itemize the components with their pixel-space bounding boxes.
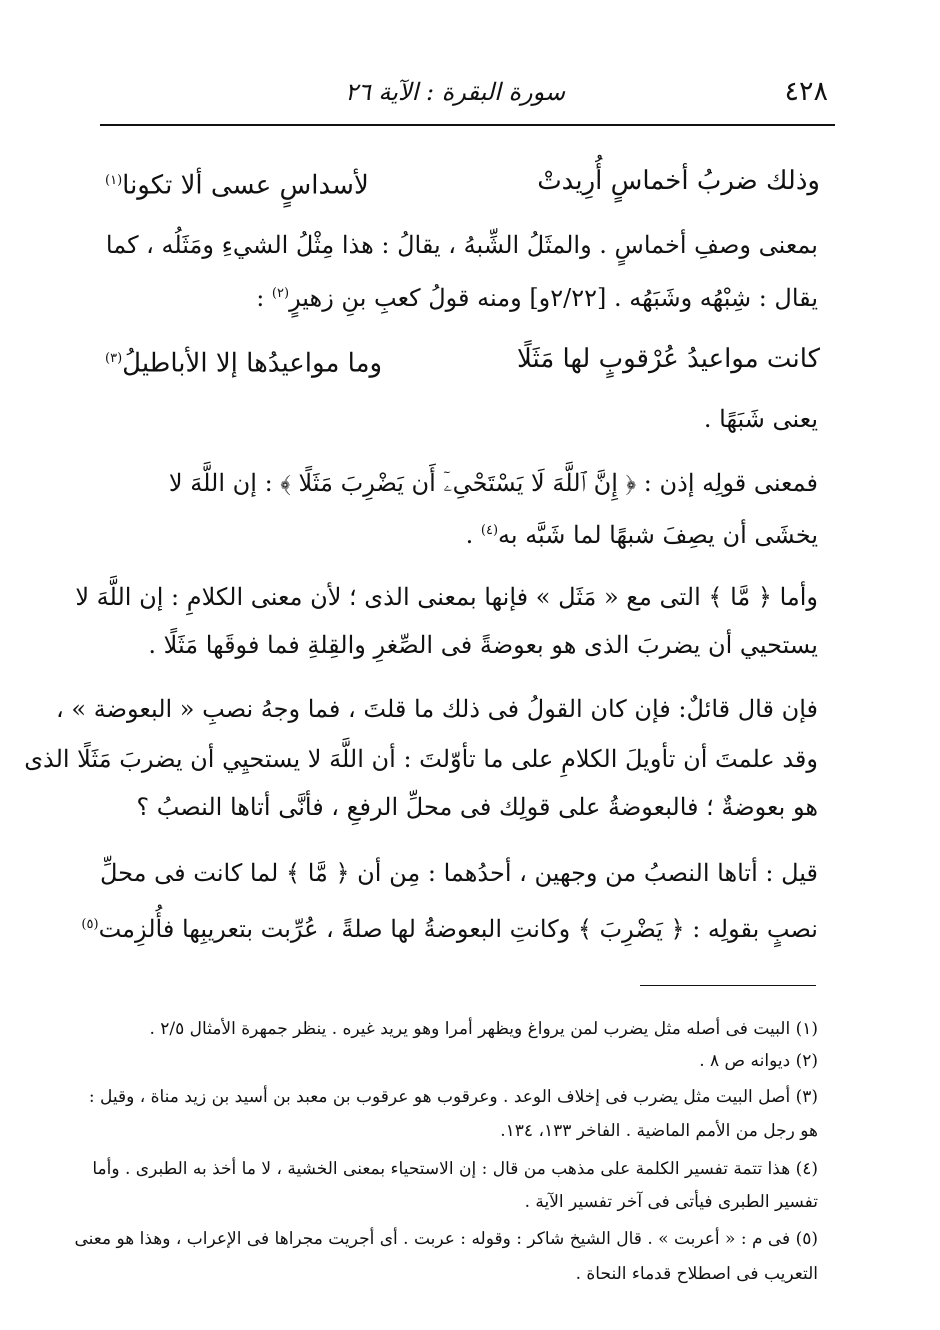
paragraph5-line3: هو بعوضةٌ ؛ فالبعوضةُ على قولِك فى محلِّ الرفعِ ، فأنَّى أتاها النصبُ ؟ xyxy=(136,793,818,821)
footnote-marker-4: (٤) xyxy=(480,523,499,538)
paragraph4-line1: وأما ﴿ مَّا ﴾ التى مع « مَثَل » فإنها بمعنى الذى ؛ لأن معنى الكلامِ : إن اللَّهَ لا xyxy=(75,583,818,611)
footnote-1: (١) البيت فى أصله مثل يضرب لمن يرواغ ويظهر أمرا وهو يريد غيره . ينظر جمهرة الأمثال ٢/٥ . xyxy=(149,1019,818,1039)
paragraph5-line1: فإن قال قائلٌ: فإن كان القولُ فى ذلك ما قلتَ ، فما وجهُ نصبِ « البعوضة » ، xyxy=(56,695,818,723)
page-number: ٤٢٨ xyxy=(784,76,828,107)
paragraph1-line2 xyxy=(256,273,818,319)
footnote-4-line2: تفسير الطبرى فيأتى فى آخر تفسير الآية . xyxy=(524,1192,818,1212)
footnote-marker-1: (١) xyxy=(105,173,123,188)
header-rule xyxy=(100,124,835,126)
footnote-marker-5: (٥) xyxy=(81,917,99,932)
paragraph1-line1: بمعنى وصفِ أخماسٍ . والمثَلُ الشِّبهُ ، يقالُ : هذا مِثْلُ الشيءِ ومَثَلُه ، كما xyxy=(105,231,818,259)
paragraph6-line1: قيل : أتاها النصبُ من وجهين ، أحدُهما : مِن أن ﴿ مَّا ﴾ لما كانت فى محلِّ xyxy=(100,859,818,887)
footnote-marker-3: (٣) xyxy=(105,351,123,366)
footnote-2: (٢) ديوانه ص ٨ . xyxy=(699,1051,818,1071)
paragraph5-line2: وقد علمتَ أن تأويلَ الكلامِ على ما تأوّلتَ : أن اللَّهَ لا يستحيِي أن يضربَ مَثَلًا الذى xyxy=(24,745,818,773)
running-header-title: سورة البقرة : الآية ٢٦ xyxy=(345,78,566,106)
verse1-second-text: لأسداسٍ عسى ألا تكونا xyxy=(122,170,369,201)
paragraph3-line1: فمعنى قولِه إذن : ﴿ إِنَّ ٱللَّهَ لَا يَسْتَحْىِۦٓ أَن يَضْرِبَ مَثَلًا ﴾ : إن اللَّهَ لا xyxy=(168,469,818,497)
paragraph3-line2-text: يخشَى أن يصِفَ شبهًا لما شَبَّه به xyxy=(498,521,818,549)
paragraph1-line2-text: يقال : شِبْهُه وشَبَهُه . [٢/٢٢و] ومنه قولُ كعبِ بنِ زهيرٍ xyxy=(289,284,818,312)
verse1-first-hemistich: وذلك ضربُ أخماسٍ أُرِيدتْ xyxy=(537,166,820,196)
footnote-5-line1: (٥) فى م : « أعربت » . قال الشيخ شاكر : وقوله : عربت . أى أجريت مجراها فى الإعراب ، وهذا هو معنى xyxy=(74,1229,818,1249)
paragraph6-line2 xyxy=(81,904,818,950)
paragraph6-line2-text: نصبٍ بقولِه : ﴿ يَضْرِبَ ﴾ وكانتِ البعوضةُ لها صلةً ، عُرِّبت بتعريبِها فأُلزِمت xyxy=(98,915,818,943)
colon: : xyxy=(256,284,272,312)
footnote-3-line1: (٣) أصل البيت مثل يضرب فى إخلاف الوعد . وعرقوب هو عرقوب بن معبد بن أسيد بن زيد مناة ، وقيل : xyxy=(88,1087,818,1107)
footnote-3-line2: هو رجل من الأمم الماضية . الفاخر ١٣٣، ١٣٤. xyxy=(500,1121,818,1141)
paragraph3-line2 xyxy=(466,510,818,556)
footnote-marker-2: (٢) xyxy=(271,286,290,301)
footnote-4-line1: (٤) هذا تتمة تفسير الكلمة على مذهب من قال : إن الاستحياء بمعنى الخشية ، لا ما أخذ به الطبرى . وأما xyxy=(92,1159,818,1179)
footnote-separator xyxy=(640,985,816,986)
verse2-second-hemistich xyxy=(105,338,382,385)
verse1-second-hemistich xyxy=(105,160,369,207)
verse2-second-text: وما مواعيدُها إلا الأباطيلُ xyxy=(122,348,383,379)
full-stop: . xyxy=(465,521,481,549)
paragraph4-line2: يستحيي أن يضربَ الذى هو بعوضةً فى الصِّغرِ والقِلةِ فما فوقَها مَثَلًا . xyxy=(148,631,818,659)
footnote-5-line2: التعريب فى اصطلاح قدماء النحاة . xyxy=(575,1264,818,1284)
paragraph2-line1: يعنى شَبَهًا . xyxy=(703,405,818,433)
verse2-first-hemistich: كانت مواعيدُ عُرْقوبٍ لها مَثَلًا xyxy=(516,344,820,374)
